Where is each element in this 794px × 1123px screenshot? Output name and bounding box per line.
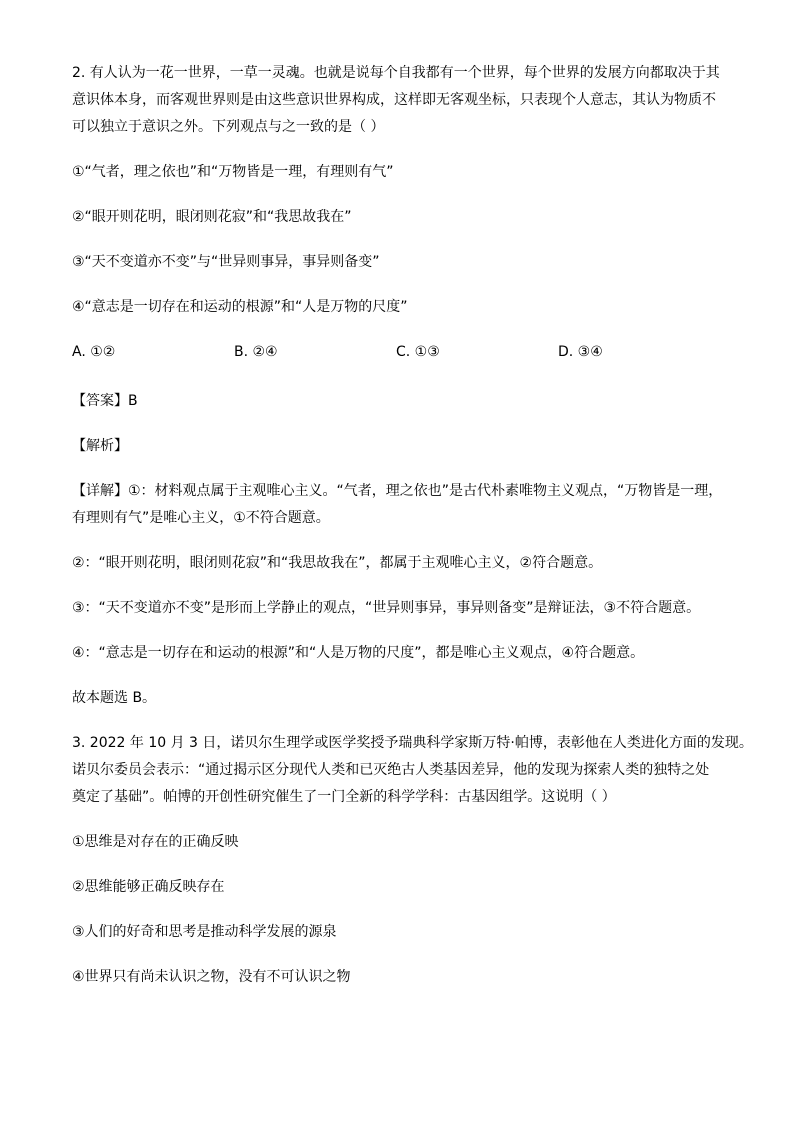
q2-option-b: B. ②④ [234,344,278,360]
q3-item-2: ②思维能够正确反映存在 [72,879,225,895]
q2-detail-line-3: ②：“眼开则花明，眼闭则花寂”和“我思故我在”，都属于主观唯心主义，②符合题意。 [72,555,603,571]
q3-item-3: ③人们的好奇和思考是推动科学发展的源泉 [72,924,337,940]
q2-stem-line-2: 意识体本身，而客观世界则是由这些意识世界构成，这样即无客观坐标，只表现个人意志，其认为物质不 [72,92,716,108]
q2-stem-line-3: 可以独立于意识之外。下列观点与之一致的是（ ） [72,119,385,135]
document-page [72,64,753,986]
q2-item-3: ③“天不变道亦不变”与“世异则事异，事异则备变” [72,254,380,270]
q3-stem-line-1: 3. 2022 年 10 月 3 日，诺贝尔生理学或医学奖授予瑞典科学家斯万特·帕博，表彰他在人类进化方面的发现。 [72,735,753,751]
q3-item-4: ④世界只有尚未认识之物，没有不可认识之物 [72,969,351,985]
q3-stem-line-2: 诺贝尔委员会表示：“通过揭示区分现代人类和已灭绝古人类基因差异，他的发现为探索人类的独特之处 [72,762,710,778]
q2-answer: 【答案】B [72,393,138,409]
q2-item-2: ②“眼开则花明，眼闭则花寂”和“我思故我在” [72,209,352,225]
q2-option-c: C. ①③ [396,344,440,360]
q2-detail-line-1: 【详解】①：材料观点属于主观唯心主义。“气者，理之依也”是古代朴素唯物主义观点，“万物皆是一理， [72,483,723,499]
q2-conclusion: 故本题选 B。 [72,690,157,706]
q2-detail-line-5: ④：“意志是一切存在和运动的根源”和“人是万物的尺度”，都是唯心主义观点，④符合题意。 [72,645,645,661]
q2-detail-line-2: 有理则有气”是唯心主义，①不符合题意。 [72,510,330,526]
q2-option-a: A. ①② [72,344,116,360]
q2-stem-line-1: 2. 有人认为一花一世界，一草一灵魂。也就是说每个自我都有一个世界，每个世界的发展方向都取决于其 [72,65,720,81]
q2-item-1: ①“气者，理之依也”和“万物皆是一理，有理则有气” [72,164,394,180]
q2-detail-line-4: ③：“天不变道亦不变”是形而上学静止的观点，“世异则事异，事异则备变”是辩证法，③不符合题意。 [72,600,701,616]
q2-option-d: D. ③④ [558,344,603,360]
q3-item-1: ①思维是对存在的正确反映 [72,834,239,850]
q2-item-4: ④“意志是一切存在和运动的根源”和“人是万物的尺度” [72,299,408,315]
q2-options [72,343,732,361]
q2-analysis-label: 【解析】 [72,438,128,454]
q3-stem-line-3: 奠定了基础”。帕博的开创性研究催生了一门全新的科学学科：古基因组学。这说明（ ） [72,789,616,805]
